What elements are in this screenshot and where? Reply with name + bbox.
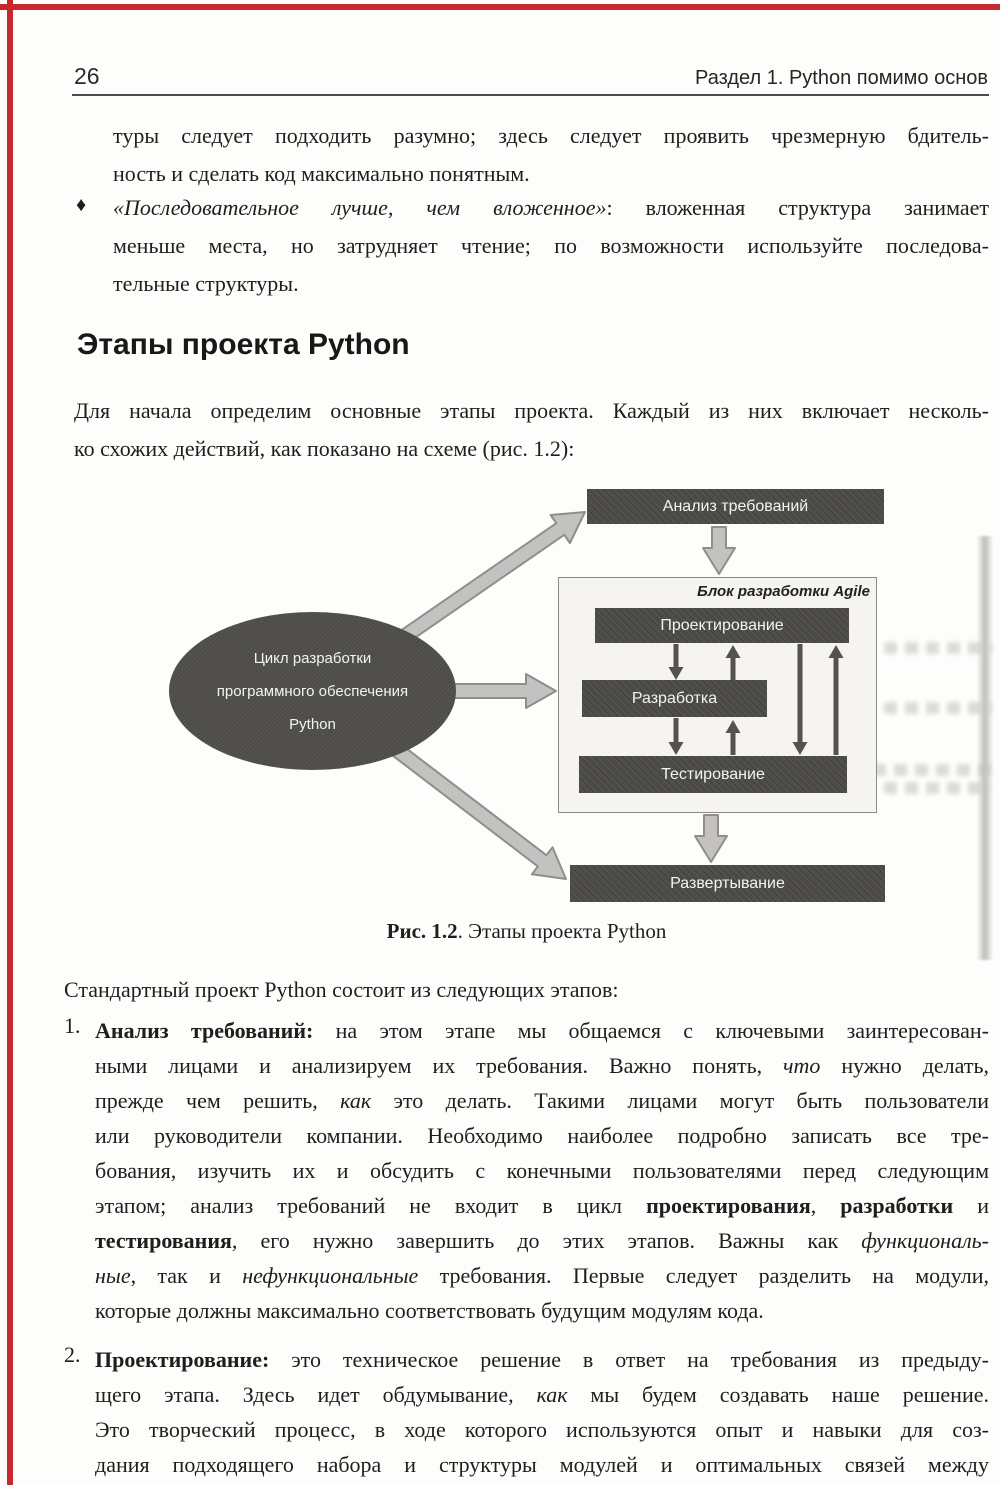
stage-box-development	[582, 680, 767, 717]
cycle-label-line2: программного обеспечения	[216, 682, 409, 700]
bleedthrough-artifact	[884, 702, 992, 714]
stage-box-analysis	[587, 489, 884, 524]
figure-caption-text: . Этапы проекта Python	[457, 919, 667, 943]
list-number-1: 1.	[64, 1013, 81, 1038]
figure-caption	[64, 919, 989, 944]
section-heading: Этапы проекта Python	[77, 328, 410, 361]
bleedthrough-artifact	[884, 642, 992, 654]
stage-box-design	[595, 608, 849, 643]
list-item-design: Проектирование: это техническое решение в ответ на требования из предыду- щего этапа. Здесь идет обдумывание, как мы будем создавать наше решение. Это творческий процесс, в ходе которого используются опыт и навыки для соз- дания подходящего набора и структуры модулей и оптимальных связей между	[95, 1347, 989, 1477]
list-item-analysis: Анализ требований: на этом этапе мы общаемся с ключевыми заинтересован- ными лицами и анализируем их требования. Важно понять, что нужно делать, прежде чем решить, как это делать. Такими лицами могут быть пользователи или руководители компании. Необходимо наиболее подробно записать все тре- бования, изучить их и обсудить с конечными пользователями перед следующим этапом; анализ требований не входит в цикл проектирования, разработки и тестирования, его нужно завершить до этих этапов. Важны как функциональ- ные, так и нефункциональные требования. Первые следует разделить на модули, которые должны максимально соответствовать будущим модулям кода.	[95, 1018, 990, 1323]
stage-label-development: Разработка	[631, 689, 718, 707]
scan-red-edge-left	[7, 0, 13, 1485]
list-number-2: 2.	[64, 1342, 81, 1367]
scan-red-edge-top	[0, 4, 1000, 10]
stage-box-testing	[579, 756, 847, 793]
cycle-label-line1: Цикл разработки	[253, 649, 372, 667]
stage-label-testing: Тестирование	[661, 765, 765, 783]
stage-box-deployment	[570, 865, 885, 902]
python-cycle-ellipse	[169, 612, 456, 770]
arrow-agile-to-deployment	[695, 815, 727, 862]
stages-intro: Стандартный проект Python состоит из следующих этапов:	[64, 977, 619, 1002]
lead-paragraph: Для начала определим основные этапы проекта. Каждый из них включает несколь- ко схожих действий, как показано на схеме (рис. 1.2):	[74, 398, 989, 461]
page-edge-shadow	[977, 536, 993, 960]
stage-label-deployment: Развертывание	[670, 874, 785, 892]
cycle-label-line3: Python	[289, 715, 336, 733]
bullet-paragraph: «Последовательное лучше, чем вложенное»: вложенная структура занимает меньше места, но затрудняет чтение; по возможности используйте последова- тельные структуры.	[113, 195, 989, 296]
arrow-cycle-to-agile	[450, 674, 556, 708]
header-rule	[72, 94, 989, 96]
bleedthrough-artifact	[884, 782, 990, 794]
paragraph-continued: туры следует подходить разумно; здесь следует проявить чрезмерную бдитель- ность и сделать код максимально понятным.	[113, 123, 989, 186]
stage-label-analysis: Анализ требований	[662, 497, 809, 515]
arrow-analysis-to-agile	[703, 527, 735, 574]
arrow-cycle-to-deployment	[385, 738, 566, 879]
agile-block-label: Блок разработки Agile	[697, 583, 870, 600]
arrow-cycle-to-analysis	[394, 512, 585, 647]
figure-caption-number: Рис. 1.2	[386, 919, 458, 943]
page-number: 26	[74, 63, 100, 89]
stage-label-design: Проектирование	[660, 616, 784, 634]
running-header: Раздел 1. Python помимо основ	[695, 67, 988, 89]
bullet-diamond-icon: ♦	[76, 194, 87, 216]
